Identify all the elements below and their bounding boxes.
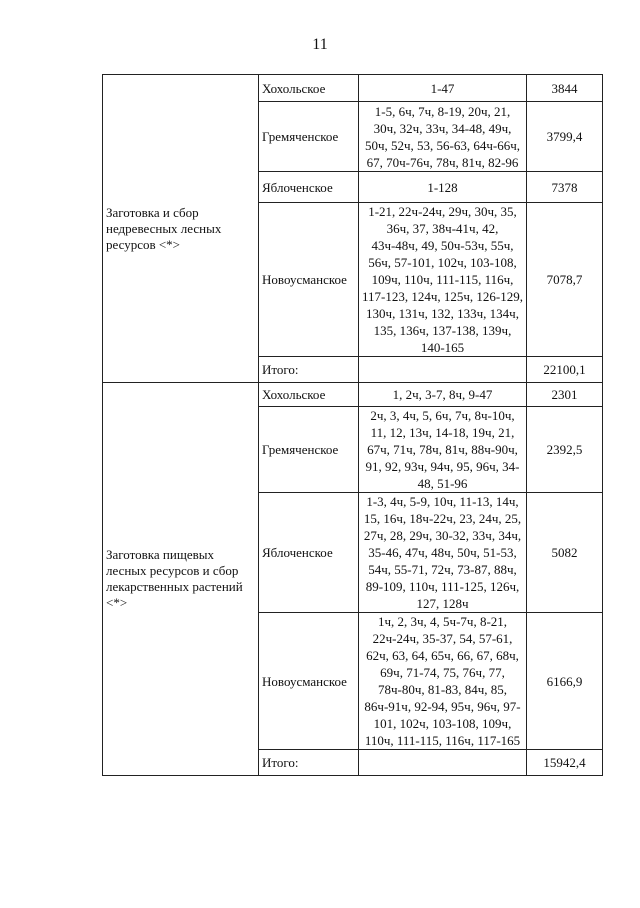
- table-row: [103, 383, 603, 407]
- total-label: Итого:: [259, 357, 359, 383]
- volume-cell: 7378: [527, 172, 603, 203]
- quarters-cell: 1-3, 4ч, 5-9, 10ч, 11-13, 14ч, 15, 16ч, 18ч-22ч, 23, 24ч, 25, 27ч, 28, 29ч, 30-32, 33ч, 34ч, 35-46, 47ч, 48ч, 50ч, 51-53, 54ч, 55-71, 72ч, 73-87, 88ч, 89-109, 110ч, 111-125, 126ч, 127, 128ч: [359, 493, 527, 613]
- empty-cell: [359, 357, 527, 383]
- volume-cell: 3844: [527, 75, 603, 102]
- forestry-cell: Яблоченское: [259, 493, 359, 613]
- total-label: Итого:: [259, 750, 359, 776]
- quarters-cell: 1ч, 2, 3ч, 4, 5ч-7ч, 8-21, 22ч-24ч, 35-37, 54, 57-61, 62ч, 63, 64, 65ч, 66, 67, 68ч, 69ч, 71-74, 75, 76ч, 77, 78ч-80ч, 81-83, 84ч, 85, 86ч-91ч, 92-94, 95ч, 96ч, 97-101, 102ч, 103-108, 109ч, 110ч, 111-115, 116ч, 117-165: [359, 613, 527, 750]
- quarters-cell: 1-128: [359, 172, 527, 203]
- volume-cell: 7078,7: [527, 203, 603, 357]
- forestry-cell: Новоусманское: [259, 203, 359, 357]
- quarters-cell: 1-21, 22ч-24ч, 29ч, 30ч, 35, 36ч, 37, 38ч-41ч, 42, 43ч-48ч, 49, 50ч-53ч, 55ч, 56ч, 57-101, 102ч, 103-108, 109ч, 110ч, 111-115, 116ч, 117-123, 124ч, 125ч, 126-129, 130ч, 131ч, 132, 133ч, 134ч, 135, 136ч, 137-138, 139ч, 140-165: [359, 203, 527, 357]
- total-value: 22100,1: [527, 357, 603, 383]
- total-value: 15942,4: [527, 750, 603, 776]
- volume-cell: 5082: [527, 493, 603, 613]
- forestry-cell: Хохольское: [259, 75, 359, 102]
- resources-table: [102, 74, 603, 776]
- volume-cell: 2301: [527, 383, 603, 407]
- forestry-cell: Яблоченское: [259, 172, 359, 203]
- activity-cell: Заготовка пищевых лесных ресурсов и сбор лекарственных растений <*>: [103, 383, 259, 776]
- forestry-cell: Новоусманское: [259, 613, 359, 750]
- quarters-cell: 1-47: [359, 75, 527, 102]
- forestry-cell: Гремяченское: [259, 102, 359, 172]
- forestry-cell: Хохольское: [259, 383, 359, 407]
- volume-cell: 3799,4: [527, 102, 603, 172]
- volume-cell: 6166,9: [527, 613, 603, 750]
- table-row: [103, 75, 603, 102]
- quarters-cell: 2ч, 3, 4ч, 5, 6ч, 7ч, 8ч-10ч, 11, 12, 13ч, 14-18, 19ч, 21, 67ч, 71ч, 78ч, 81ч, 88ч-90ч, 91, 92, 93ч, 94ч, 95, 96ч, 34-48, 51-96: [359, 407, 527, 493]
- quarters-cell: 1-5, 6ч, 7ч, 8-19, 20ч, 21, 30ч, 32ч, 33ч, 34-48, 49ч, 50ч, 52ч, 53, 56-63, 64ч-66ч, 67, 70ч-76ч, 78ч, 81ч, 82-96: [359, 102, 527, 172]
- activity-cell: Заготовка и сбор недревесных лесных ресурсов <*>: [103, 75, 259, 383]
- page-number: 11: [312, 36, 328, 53]
- empty-cell: [359, 750, 527, 776]
- volume-cell: 2392,5: [527, 407, 603, 493]
- forestry-cell: Гремяченское: [259, 407, 359, 493]
- quarters-cell: 1, 2ч, 3-7, 8ч, 9-47: [359, 383, 527, 407]
